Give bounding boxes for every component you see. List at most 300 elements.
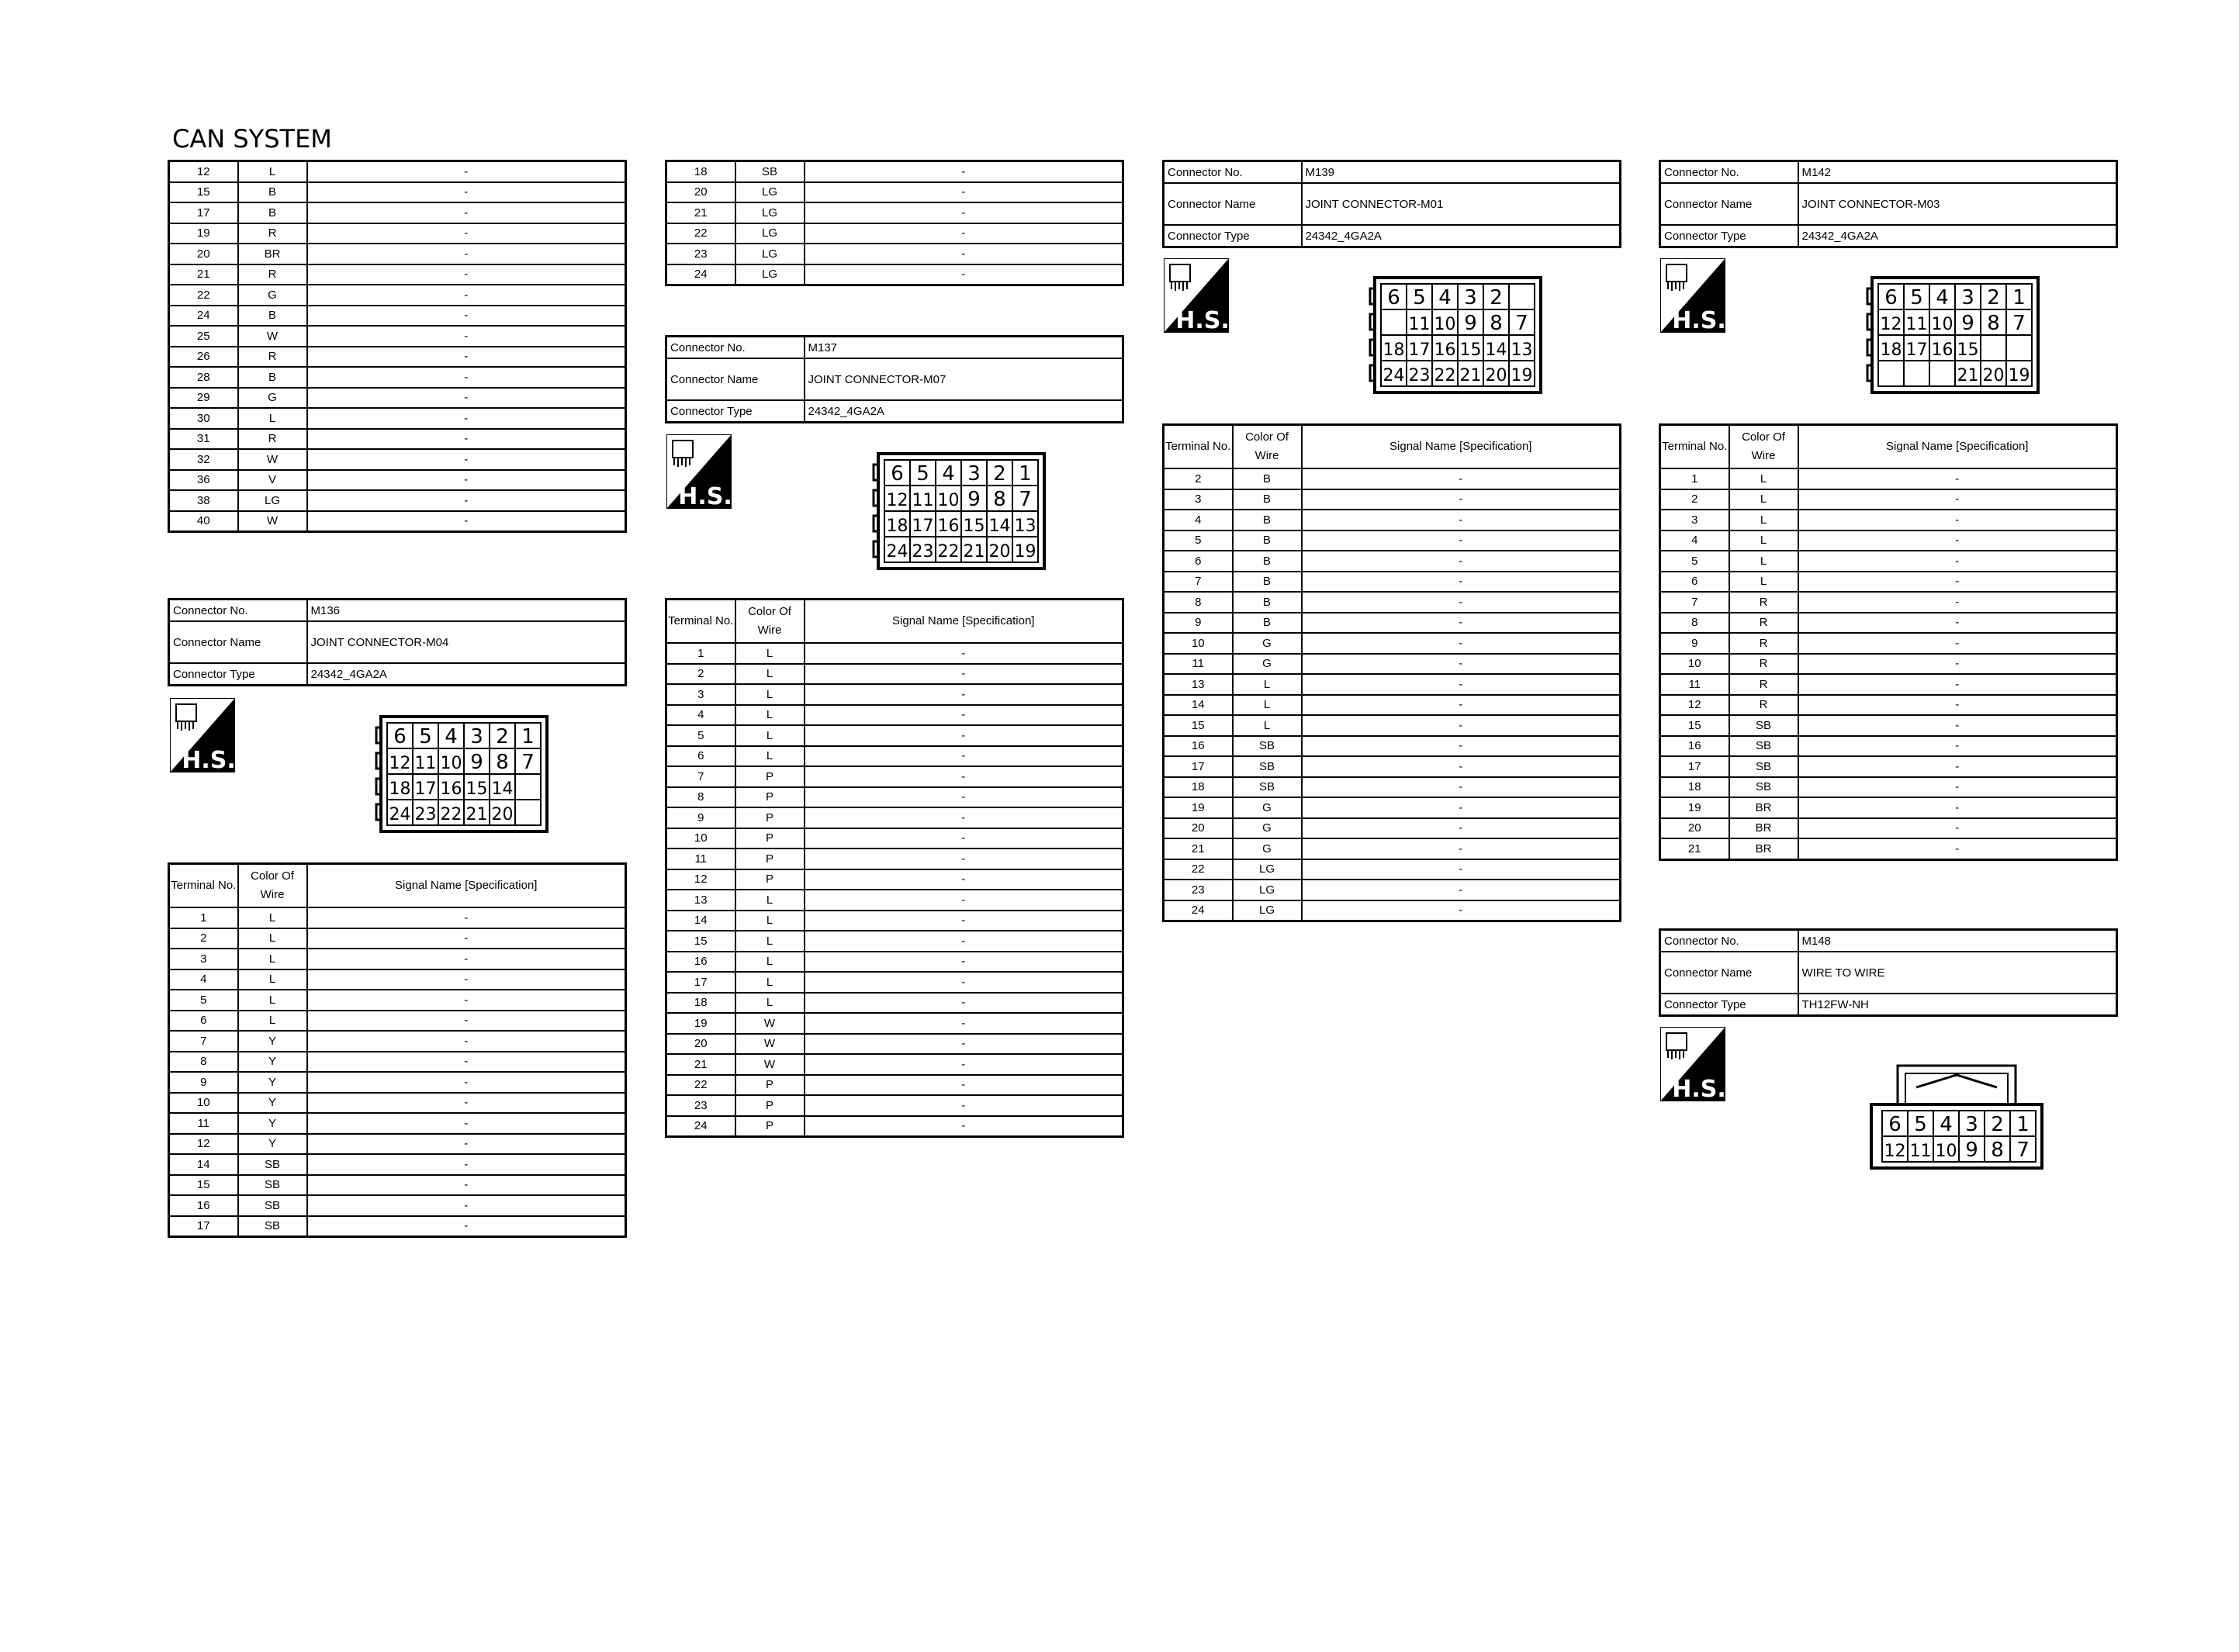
- signal-name-cell: -: [307, 223, 626, 244]
- pin-number: 11: [1905, 315, 1928, 334]
- wire-color-cell: L: [238, 949, 307, 969]
- terminal-no-cell: 5: [1660, 551, 1729, 572]
- signal-name-cell: -: [307, 1011, 626, 1032]
- table-row: [169, 907, 626, 928]
- color-of-wire-header: Color Of Wire: [735, 600, 805, 644]
- wire-color-cell: LG: [735, 223, 805, 244]
- table-row: [169, 202, 626, 223]
- pin-number: 5: [916, 462, 929, 486]
- signal-name-cell: -: [307, 1154, 626, 1175]
- table-row: [666, 931, 1123, 952]
- hs-label: H.S.: [182, 747, 235, 772]
- wire-color-cell: LG: [735, 202, 805, 223]
- wire-color-cell: L: [1729, 531, 1798, 551]
- signal-name-cell: -: [805, 890, 1123, 911]
- signal-name-cell: -: [1798, 592, 2117, 613]
- terminal-no-cell: 15: [1660, 715, 1729, 736]
- pin-number: 16: [1931, 340, 1954, 360]
- table-row: [1660, 797, 2117, 818]
- terminal-no-cell: 6: [1164, 551, 1233, 572]
- signal-name-cell: -: [1302, 695, 1621, 716]
- pin-number: 1: [2016, 1113, 2030, 1136]
- terminal-no-cell: 10: [666, 828, 735, 849]
- terminal-no-cell: 10: [1164, 633, 1233, 654]
- signal-name-cell: -: [307, 990, 626, 1011]
- terminal-no-cell: 12: [169, 1134, 238, 1155]
- terminal-no-cell: 9: [1164, 613, 1233, 634]
- pin-number: 19: [2008, 366, 2030, 385]
- table-row: [1164, 551, 1621, 572]
- signal-name-cell: -: [307, 388, 626, 409]
- pin-number: 20: [1982, 366, 2005, 385]
- table-row: [169, 1011, 626, 1032]
- wire-color-cell: B: [1233, 489, 1302, 510]
- wire-color-cell: B: [238, 202, 307, 223]
- table-row: [169, 949, 626, 969]
- pin-number: 3: [1961, 286, 1974, 309]
- signal-name-cell: -: [307, 907, 626, 928]
- m142-terminal-table: [1659, 423, 2118, 861]
- table-row: [1164, 859, 1621, 880]
- signal-name-cell: -: [1798, 736, 2117, 757]
- wire-color-cell: G: [1233, 654, 1302, 675]
- terminal-no-cell: 12: [169, 161, 238, 182]
- wire-color-cell: W: [735, 1013, 805, 1034]
- terminal-no-cell: 3: [1164, 489, 1233, 510]
- table-row: [1164, 715, 1621, 736]
- m148-block: [1659, 928, 2118, 1017]
- terminal-no-cell: 9: [1660, 633, 1729, 654]
- terminal-no-cell: 9: [666, 807, 735, 828]
- harness-side-icon: [1660, 258, 1725, 333]
- table-row: [1164, 695, 1621, 716]
- terminal-no-cell: 20: [666, 182, 735, 203]
- signal-name-cell: -: [805, 202, 1123, 223]
- signal-name-cell: -: [805, 1054, 1123, 1075]
- table-row: [666, 223, 1123, 244]
- signal-name-cell: -: [1302, 797, 1621, 818]
- terminal-no-cell: 36: [169, 470, 238, 491]
- table-row: [169, 449, 626, 470]
- wire-color-cell: P: [735, 1095, 805, 1116]
- signal-name-cell: -: [307, 306, 626, 327]
- wire-color-cell: P: [735, 807, 805, 828]
- wire-color-cell: Y: [238, 1072, 307, 1093]
- terminal-no-cell: 6: [666, 746, 735, 767]
- terminal-no-cell: 20: [169, 244, 238, 264]
- wire-color-cell: SB: [1729, 777, 1798, 798]
- m136-connector-face: [375, 715, 549, 837]
- terminal-no-header: Terminal No.: [169, 864, 238, 908]
- pin-cell: [1509, 284, 1535, 309]
- terminal-no-cell: 14: [169, 1154, 238, 1175]
- pin-number: 3: [1464, 286, 1477, 309]
- terminal-no-cell: 21: [1164, 838, 1233, 859]
- pin-number: 1: [521, 725, 535, 748]
- wire-color-cell: B: [238, 367, 307, 388]
- pin-number: 10: [1434, 315, 1456, 334]
- table-row: [666, 182, 1123, 203]
- signal-name-cell: -: [307, 949, 626, 969]
- wire-color-cell: L: [735, 705, 805, 726]
- table-row: [1660, 715, 2117, 736]
- pin-number: 3: [1965, 1113, 1978, 1136]
- connector-name-label: Connector Name: [666, 358, 805, 400]
- wire-color-cell: L: [735, 972, 805, 993]
- terminal-no-cell: 23: [666, 244, 735, 264]
- wire-color-cell: Y: [238, 1052, 307, 1073]
- m142-connector-face: [1866, 276, 2040, 398]
- pin-number: 1: [2012, 286, 2026, 309]
- pin-number: 24: [389, 805, 411, 824]
- signal-name-cell: -: [1798, 674, 2117, 695]
- m142-terminal-block: [1659, 423, 2118, 861]
- table-row: [1164, 510, 1621, 531]
- wire-color-cell: L: [1729, 572, 1798, 593]
- terminal-no-header: Terminal No.: [1660, 425, 1729, 469]
- connector-type-label: Connector Type: [1660, 994, 1798, 1016]
- signal-name-cell: -: [1302, 900, 1621, 921]
- pin-number: 4: [1940, 1113, 1953, 1136]
- table-row: [666, 1075, 1123, 1096]
- wire-color-cell: LG: [735, 264, 805, 285]
- wire-color-cell: V: [238, 470, 307, 491]
- pin-number: 2: [1987, 286, 2000, 309]
- connector-no-value: M142: [1798, 161, 2117, 184]
- wire-color-cell: L: [1729, 468, 1798, 489]
- table-row: [1660, 633, 2117, 654]
- table-row: [169, 264, 626, 285]
- table-row: [169, 306, 626, 327]
- pin-number: 21: [465, 805, 488, 824]
- wire-color-cell: SB: [1233, 756, 1302, 777]
- table-row: [169, 1072, 626, 1093]
- pin-number: 4: [445, 725, 458, 748]
- wire-color-cell: L: [735, 684, 805, 705]
- hs-label: H.S.: [678, 483, 732, 509]
- terminal-no-cell: 24: [666, 1116, 735, 1137]
- terminal-no-cell: 14: [1164, 695, 1233, 716]
- connector-name-value: JOINT CONNECTOR-M03: [1798, 183, 2117, 225]
- signal-name-cell: -: [805, 1116, 1123, 1137]
- table-row: [169, 326, 626, 347]
- signal-name-cell: -: [805, 746, 1123, 767]
- hs-label: H.S.: [1672, 1076, 1725, 1101]
- table-row: [169, 1154, 626, 1175]
- pin-cell: [1929, 361, 1955, 386]
- wire-color-cell: P: [735, 787, 805, 808]
- wire-color-cell: P: [735, 1116, 805, 1137]
- wire-color-cell: P: [735, 848, 805, 869]
- table-row: [666, 766, 1123, 787]
- terminal-no-cell: 22: [1164, 859, 1233, 880]
- table-row: [1164, 613, 1621, 634]
- continuation-table-a: [168, 160, 627, 533]
- terminal-no-cell: 25: [169, 326, 238, 347]
- connector-type-label: Connector Type: [1164, 225, 1302, 247]
- wire-color-cell: R: [238, 429, 307, 450]
- terminal-no-cell: 8: [1660, 613, 1729, 634]
- signal-name-cell: -: [1302, 818, 1621, 839]
- signal-name-cell: -: [1302, 654, 1621, 675]
- signal-name-cell: -: [307, 1113, 626, 1134]
- signal-name-cell: -: [1798, 777, 2117, 798]
- table-row: [169, 161, 626, 182]
- table-row: [169, 1093, 626, 1114]
- table-row: [666, 972, 1123, 993]
- pin-number: 4: [942, 462, 955, 486]
- signal-name-cell: -: [805, 848, 1123, 869]
- signal-name-cell: -: [805, 244, 1123, 264]
- signal-name-cell: -: [1798, 531, 2117, 551]
- wire-color-cell: Y: [238, 1134, 307, 1155]
- pin-number: 7: [2016, 1139, 2030, 1162]
- pin-number: 15: [1957, 340, 1979, 360]
- wire-color-cell: R: [238, 264, 307, 285]
- terminal-no-cell: 32: [169, 449, 238, 470]
- table-row: [169, 969, 626, 990]
- terminal-no-cell: 29: [169, 388, 238, 409]
- pin-number: 16: [1434, 340, 1456, 360]
- table-row: [1660, 777, 2117, 798]
- wire-color-cell: L: [735, 890, 805, 911]
- pin-number: 12: [1884, 1142, 1906, 1161]
- wire-color-cell: W: [238, 449, 307, 470]
- pin-number: 5: [1413, 286, 1426, 309]
- harness-side-icon: [1164, 258, 1229, 333]
- wire-color-cell: R: [1729, 654, 1798, 675]
- table-row: [169, 367, 626, 388]
- pin-number: 11: [1909, 1142, 1932, 1161]
- wire-color-cell: L: [1233, 674, 1302, 695]
- terminal-no-cell: 21: [666, 202, 735, 223]
- pin-number: 14: [491, 779, 514, 799]
- pin-number: 14: [988, 517, 1011, 536]
- signal-name-cell: -: [805, 1075, 1123, 1096]
- harness-side-icon: [666, 434, 732, 509]
- table-row: [666, 807, 1123, 828]
- pin-number: 5: [1910, 286, 1923, 309]
- table-row: [666, 890, 1123, 911]
- signal-name-cell: -: [805, 787, 1123, 808]
- table-row: [666, 1116, 1123, 1137]
- terminal-no-cell: 18: [1164, 777, 1233, 798]
- wire-color-cell: SB: [735, 161, 805, 182]
- terminal-no-cell: 15: [169, 1175, 238, 1196]
- column-1: [168, 160, 627, 533]
- m139-terminal-block: [1162, 423, 1621, 922]
- wire-color-cell: L: [735, 952, 805, 973]
- table-row: [1164, 818, 1621, 839]
- signal-name-cell: -: [1302, 572, 1621, 593]
- signal-name-cell: -: [805, 684, 1123, 705]
- wire-color-cell: W: [735, 1034, 805, 1055]
- signal-name-cell: -: [307, 969, 626, 990]
- signal-name-cell: -: [1302, 551, 1621, 572]
- terminal-no-cell: 15: [1164, 715, 1233, 736]
- table-row: [1164, 756, 1621, 777]
- table-row: [169, 990, 626, 1011]
- wire-color-cell: Y: [238, 1113, 307, 1134]
- connector-name-value: JOINT CONNECTOR-M07: [805, 358, 1123, 400]
- terminal-no-cell: 16: [169, 1195, 238, 1216]
- m139-connector-face: [1369, 276, 1542, 398]
- table-row: [1660, 592, 2117, 613]
- signal-name-cell: -: [1302, 613, 1621, 634]
- signal-name-cell: -: [805, 1034, 1123, 1055]
- wire-color-cell: L: [238, 969, 307, 990]
- signal-name-cell: -: [805, 993, 1123, 1014]
- table-row: [169, 1134, 626, 1155]
- table-row: [666, 684, 1123, 705]
- pin-number: 13: [1014, 517, 1036, 536]
- terminal-no-header: Terminal No.: [666, 600, 735, 644]
- signal-name-cell: -: [805, 931, 1123, 952]
- table-row: [666, 993, 1123, 1014]
- table-row: [169, 244, 626, 264]
- table-row: [169, 388, 626, 409]
- signal-name-cell: -: [1302, 859, 1621, 880]
- pin-number: 21: [963, 542, 985, 562]
- wire-color-cell: L: [1233, 715, 1302, 736]
- page-title: CAN SYSTEM: [172, 124, 332, 154]
- signal-name-cell: -: [805, 725, 1123, 746]
- connector-type-label: Connector Type: [666, 400, 805, 423]
- table-row: [666, 725, 1123, 746]
- wire-color-cell: SB: [1729, 756, 1798, 777]
- signal-name-cell: -: [805, 972, 1123, 993]
- signal-name-cell: -: [1302, 468, 1621, 489]
- table-row: [1660, 489, 2117, 510]
- pin-number: 18: [389, 779, 411, 799]
- table-row: [169, 1216, 626, 1237]
- terminal-no-cell: 28: [169, 367, 238, 388]
- terminal-no-cell: 15: [666, 931, 735, 952]
- table-row: [1164, 736, 1621, 757]
- terminal-no-cell: 11: [666, 848, 735, 869]
- table-row: [666, 952, 1123, 973]
- pin-number: 11: [912, 491, 934, 510]
- m139-block: [1162, 160, 1621, 248]
- m139-info-table: [1162, 160, 1621, 248]
- signal-name-cell: -: [805, 952, 1123, 973]
- terminal-no-cell: 1: [666, 643, 735, 664]
- pin-number: 5: [1914, 1113, 1927, 1136]
- pin-number: 12: [389, 754, 411, 773]
- wire-color-cell: SB: [1729, 736, 1798, 757]
- terminal-no-cell: 20: [666, 1034, 735, 1055]
- pin-number: 11: [1408, 315, 1431, 334]
- pin-number: 12: [1880, 315, 1902, 334]
- pin-number: 9: [967, 488, 981, 511]
- m137-terminal-table: [665, 598, 1124, 1138]
- wire-color-cell: L: [238, 408, 307, 429]
- pin-cell: [1381, 309, 1407, 335]
- connector-name-label: Connector Name: [169, 621, 307, 663]
- pin-number: 10: [1931, 315, 1954, 334]
- signal-name-cell: -: [307, 429, 626, 450]
- signal-name-cell: -: [1798, 818, 2117, 839]
- terminal-no-cell: 21: [1660, 838, 1729, 859]
- pin-number: 19: [1511, 366, 1533, 385]
- wire-color-cell: LG: [1233, 859, 1302, 880]
- table-row: [1660, 572, 2117, 593]
- terminal-no-cell: 18: [1660, 777, 1729, 798]
- signal-name-cell: -: [805, 1095, 1123, 1116]
- pin-number: 8: [496, 751, 509, 774]
- table-row: [169, 285, 626, 306]
- pin-number: 18: [1880, 340, 1902, 360]
- table-row: [1164, 633, 1621, 654]
- pin-number: 20: [491, 805, 514, 824]
- pin-number: 22: [937, 542, 960, 562]
- terminal-no-cell: 3: [666, 684, 735, 705]
- color-of-wire-header: Color Of Wire: [238, 864, 307, 908]
- wire-color-cell: L: [735, 643, 805, 664]
- signal-name-cell: -: [307, 1052, 626, 1073]
- terminal-no-cell: 16: [1164, 736, 1233, 757]
- pin-cell: [515, 800, 541, 825]
- signal-name-cell: -: [805, 1013, 1123, 1034]
- wire-color-cell: B: [1233, 468, 1302, 489]
- terminal-no-cell: 2: [666, 664, 735, 685]
- connector-no-value: M137: [805, 337, 1123, 359]
- pin-number: 9: [1961, 312, 1974, 335]
- terminal-no-cell: 8: [169, 1052, 238, 1073]
- signal-name-cell: -: [1302, 756, 1621, 777]
- signal-name-header: Signal Name [Specification]: [1302, 425, 1621, 469]
- pin-number: 4: [1936, 286, 1949, 309]
- table-row: [1164, 489, 1621, 510]
- signal-name-cell: -: [805, 766, 1123, 787]
- pin-number: 22: [440, 805, 462, 824]
- pin-number: 12: [886, 491, 908, 510]
- connector-type-value: 24342_4GA2A: [1798, 225, 2117, 247]
- terminal-no-cell: 17: [1660, 756, 1729, 777]
- wire-color-cell: BR: [1729, 838, 1798, 859]
- signal-name-cell: -: [307, 285, 626, 306]
- signal-name-cell: -: [805, 828, 1123, 849]
- signal-name-cell: -: [1798, 633, 2117, 654]
- wire-color-cell: B: [1233, 531, 1302, 551]
- signal-name-cell: -: [805, 182, 1123, 203]
- terminal-no-cell: 3: [169, 949, 238, 969]
- signal-name-cell: -: [1302, 510, 1621, 531]
- pin-number: 21: [1459, 366, 1482, 385]
- m142-block: [1659, 160, 2118, 248]
- pin-number: 18: [886, 517, 908, 536]
- connector-no-label: Connector No.: [1164, 161, 1302, 184]
- m137-info-table: [665, 335, 1124, 423]
- signal-name-cell: -: [1302, 633, 1621, 654]
- terminal-no-cell: 11: [1660, 674, 1729, 695]
- pin-number: 23: [1408, 366, 1431, 385]
- terminal-no-cell: 16: [1660, 736, 1729, 757]
- terminal-no-cell: 7: [169, 1031, 238, 1052]
- terminal-no-cell: 14: [666, 911, 735, 931]
- terminal-no-cell: 4: [666, 705, 735, 726]
- wire-color-cell: G: [1233, 633, 1302, 654]
- wire-color-cell: G: [1233, 797, 1302, 818]
- table-row: [666, 161, 1123, 182]
- signal-name-header: Signal Name [Specification]: [307, 864, 626, 908]
- table-row: [1164, 572, 1621, 593]
- signal-name-cell: -: [1302, 838, 1621, 859]
- signal-name-cell: -: [307, 1093, 626, 1114]
- pin-number: 9: [1464, 312, 1477, 335]
- terminal-no-cell: 18: [666, 993, 735, 1014]
- terminal-no-cell: 1: [1660, 468, 1729, 489]
